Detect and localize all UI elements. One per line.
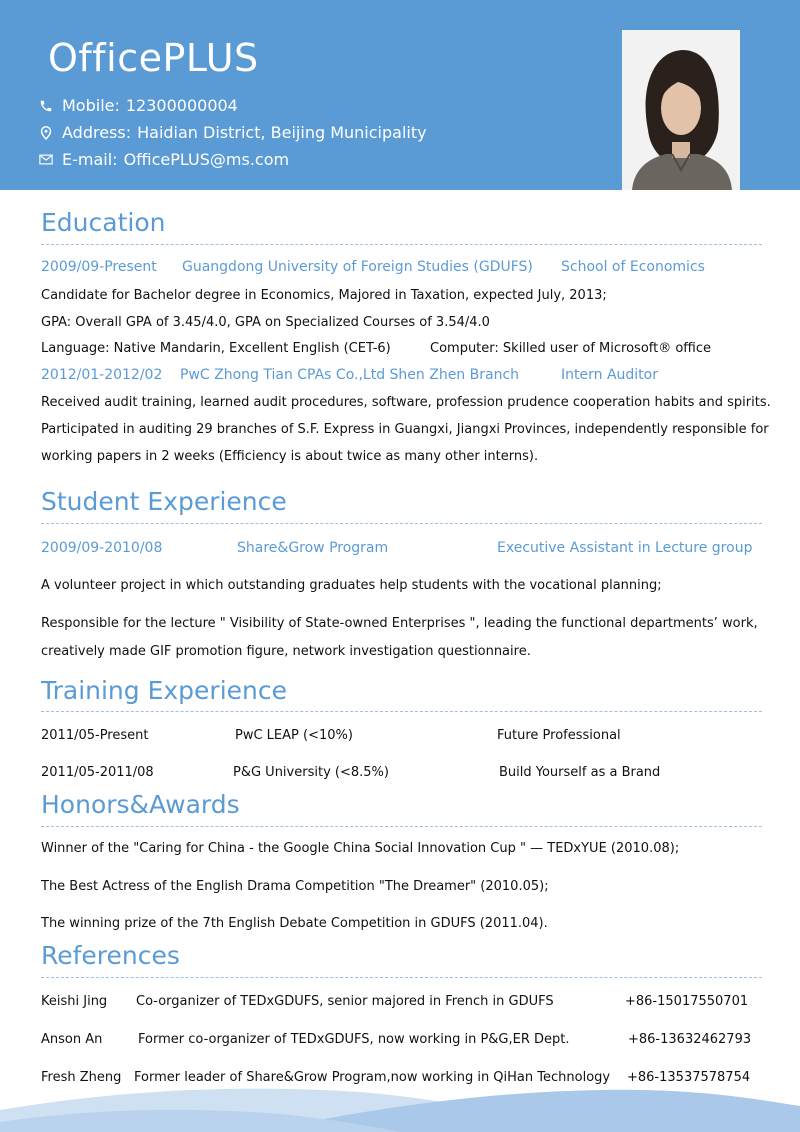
internship-role: Intern Auditor (561, 367, 658, 383)
reference-description: Co-organizer of TEDxGDUFS, senior majored in French in GDUFS (136, 994, 554, 1009)
internship-line-3: working papers in 2 weeks (Efficiency is about twice as many other interns). (41, 449, 539, 464)
training-result: Future Professional (497, 728, 621, 743)
reference-phone: +86-13537578754 (627, 1070, 751, 1085)
honors-title: Honors&Awards (41, 790, 240, 819)
section-divider (41, 523, 762, 524)
student-line-2: Responsible for the lecture " Visibility of State-owned Enterprises ", leading the functional departments’ work, (41, 616, 758, 631)
education-language: Language: Native Mandarin, Excellent English (CET-6) (41, 341, 391, 356)
section-divider (41, 977, 762, 978)
training-program: P&G University (<8.5%) (233, 765, 389, 780)
profile-photo (622, 30, 740, 190)
education-title: Education (41, 208, 166, 237)
internship-line-1: Received audit training, learned audit procedures, software, profession prudence cooperation habits and spirits. (41, 395, 771, 410)
training-date: 2011/05-2011/08 (41, 765, 154, 780)
education-degree: Candidate for Bachelor degree in Economics, Majored in Taxation, expected July, 2013; (41, 288, 607, 303)
student-program: Share&Grow Program (237, 540, 389, 556)
mobile-value: 12300000004 (125, 96, 238, 115)
decorative-waves (0, 1070, 800, 1132)
education-gpa: GPA: Overall GPA of 3.45/4.0, GPA on Specialized Courses of 3.54/4.0 (41, 315, 490, 330)
honor-item: The Best Actress of the English Drama Competition "The Dreamer" (2010.05); (41, 879, 549, 894)
reference-phone: +86-15017550701 (625, 994, 749, 1009)
envelope-icon (38, 152, 54, 168)
honor-item: Winner of the "Caring for China - the Google China Social Innovation Cup " — TEDxYUE (2010.08); (41, 841, 680, 856)
address-value: Haidian District, Beijing Municipality (137, 123, 427, 142)
training-result: Build Yourself as a Brand (499, 765, 661, 780)
address-label: Address: (62, 123, 132, 142)
section-divider (41, 244, 762, 245)
training-title: Training Experience (41, 676, 288, 705)
phone-icon (38, 98, 54, 114)
student-date: 2009/09-2010/08 (41, 540, 163, 556)
email-label: E-mail: (62, 150, 118, 169)
contact-address (38, 123, 427, 142)
training-program: PwC LEAP (<10%) (235, 728, 353, 743)
student-line-3: creatively made GIF promotion figure, network investigation questionnaire. (41, 644, 531, 659)
student-role: Executive Assistant in Lecture group (497, 540, 753, 556)
references-title: References (41, 941, 180, 970)
contact-email (38, 150, 289, 169)
person-name: OfficePLUS (48, 36, 259, 80)
internship-company: PwC Zhong Tian CPAs Co.,Ltd Shen Zhen Branch (180, 367, 520, 383)
email-value: OfficePLUS@ms.com (123, 150, 290, 169)
reference-description: Former leader of Share&Grow Program,now working in QiHan Technology (134, 1070, 611, 1085)
reference-name: Fresh Zheng (41, 1070, 122, 1085)
contact-mobile (38, 96, 238, 115)
education-computer: Computer: Skilled user of Microsoft® office (430, 341, 712, 356)
student-line-1: A volunteer project in which outstanding graduates help students with the vocational planning; (41, 578, 662, 593)
reference-description: Former co-organizer of TEDxGDUFS, now working in P&G,ER Dept. (138, 1032, 570, 1047)
internship-date: 2012/01-2012/02 (41, 367, 163, 383)
education-date: 2009/09-Present (41, 259, 157, 275)
training-date: 2011/05-Present (41, 728, 149, 743)
reference-name: Keishi Jing (41, 994, 108, 1009)
mobile-label: Mobile: (62, 96, 120, 115)
education-faculty: School of Economics (561, 259, 705, 275)
education-school: Guangdong University of Foreign Studies (GDUFS) (182, 259, 533, 275)
honor-item: The winning prize of the 7th English Debate Competition in GDUFS (2011.04). (41, 916, 548, 931)
reference-phone: +86-13632462793 (628, 1032, 752, 1047)
internship-line-2: Participated in auditing 29 branches of S.F. Express in Guangxi, Jiangxi Provinces, independently responsible for (41, 422, 769, 437)
reference-name: Anson An (41, 1032, 103, 1047)
section-divider (41, 711, 762, 712)
section-divider (41, 826, 762, 827)
location-pin-icon (38, 125, 54, 141)
student-experience-title: Student Experience (41, 487, 287, 516)
